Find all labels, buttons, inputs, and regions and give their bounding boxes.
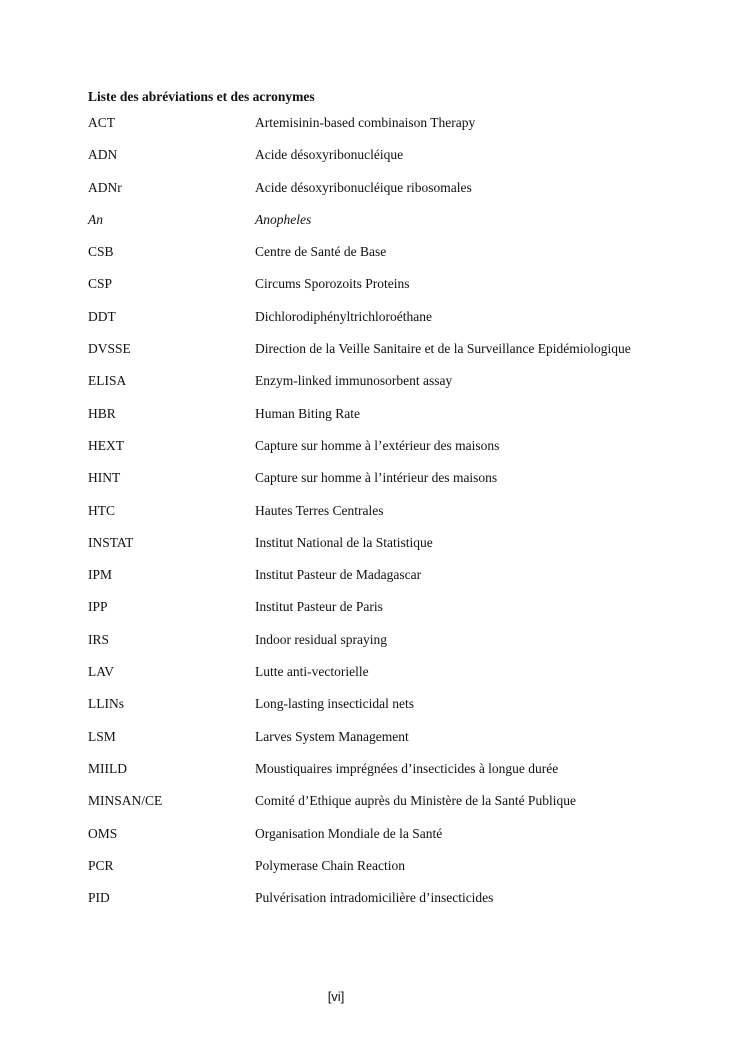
abbreviation-term: CSP: [88, 276, 113, 292]
abbreviation-term: IPP: [88, 599, 108, 615]
abbreviation-definition: Acide désoxyribonucléique: [255, 147, 404, 163]
abbreviation-term: DVSSE: [88, 341, 131, 357]
abbreviation-definition: Institut Pasteur de Madagascar: [255, 567, 422, 583]
abbreviation-definition: Anopheles: [255, 211, 312, 227]
abbreviation-term: IRS: [88, 631, 110, 647]
list-item: [88, 791, 648, 823]
abbreviation-definition: Acide désoxyribonucléique ribosomales: [255, 179, 472, 195]
abbreviation-term: INSTAT: [88, 534, 134, 550]
list-item: [88, 371, 648, 403]
abbreviation-definition: Larves System Management: [255, 728, 409, 744]
list-item: [88, 694, 648, 726]
abbreviation-list: [88, 113, 648, 920]
abbreviation-definition: Institut National de la Statistique: [255, 534, 433, 550]
page-title: Liste des abréviations et des acronymes: [88, 89, 315, 104]
list-item: [88, 274, 648, 306]
abbreviation-definition: Pulvérisation intradomicilière d’insecticides: [255, 890, 494, 906]
list-item: [88, 630, 648, 662]
list-item: [88, 888, 648, 920]
abbreviation-definition: Circums Sporozoits Proteins: [255, 276, 410, 292]
abbreviation-term: HINT: [88, 470, 121, 486]
list-item: [88, 339, 648, 371]
abbreviation-definition: Artemisinin-based combinaison Therapy: [255, 115, 476, 130]
abbreviation-term: ADNr: [88, 179, 122, 195]
abbreviation-term: HTC: [88, 502, 115, 518]
list-item: [88, 178, 648, 210]
abbreviation-definition: Human Biting Rate: [255, 405, 360, 421]
abbreviation-term: ELISA: [88, 373, 127, 389]
abbreviation-definition: Centre de Santé de Base: [255, 244, 387, 260]
abbreviation-term: LAV: [88, 664, 115, 680]
abbreviation-definition: Enzym-linked immunosorbent assay: [255, 373, 453, 389]
list-item: [88, 113, 648, 145]
abbreviation-term: IPM: [88, 567, 113, 583]
abbreviation-term: LSM: [88, 728, 116, 744]
page-number: [vi]: [327, 989, 345, 1004]
abbreviation-term: ADN: [88, 147, 118, 163]
list-item: [88, 404, 648, 436]
abbreviation-definition: Institut Pasteur de Paris: [255, 599, 383, 615]
abbreviation-term: CSB: [88, 244, 114, 260]
list-item: [88, 824, 648, 856]
abbreviation-definition: Organisation Mondiale de la Santé: [255, 825, 443, 841]
abbreviation-definition: Polymerase Chain Reaction: [255, 857, 405, 873]
abbreviation-term: PID: [88, 890, 110, 906]
abbreviation-term: DDT: [88, 308, 116, 324]
list-item: [88, 242, 648, 274]
list-item: [88, 501, 648, 533]
abbreviation-definition: Indoor residual spraying: [255, 631, 387, 647]
abbreviation-definition: Hautes Terres Centrales: [255, 502, 384, 518]
abbreviation-term: HEXT: [88, 437, 124, 453]
abbreviation-definition: Dichlorodiphényltrichloroéthane: [255, 308, 432, 324]
list-item: [88, 597, 648, 629]
abbreviation-term: An: [88, 211, 103, 227]
abbreviation-definition: Capture sur homme à l’extérieur des maisons: [255, 437, 500, 453]
list-item: [88, 210, 648, 242]
abbreviation-definition: Moustiquaires imprégnées d’insecticides à longue durée: [255, 760, 559, 776]
abbreviation-term: ACT: [88, 115, 115, 130]
abbreviation-term: OMS: [88, 825, 118, 841]
abbreviation-term: HBR: [88, 405, 116, 421]
list-item: [88, 662, 648, 694]
abbreviation-definition: Comité d’Ethique auprès du Ministère de la Santé Publique: [255, 793, 576, 809]
list-item: [88, 759, 648, 791]
list-item: [88, 145, 648, 177]
abbreviation-definition: Long-lasting insecticidal nets: [255, 696, 414, 712]
abbreviation-term: MINSAN/CE: [88, 793, 163, 809]
list-item: [88, 307, 648, 339]
abbreviation-term: MIILD: [88, 760, 127, 776]
abbreviation-term: PCR: [88, 857, 114, 873]
abbreviation-definition: Capture sur homme à l’intérieur des maisons: [255, 470, 498, 486]
list-item: [88, 856, 648, 888]
abbreviation-term: LLINs: [88, 696, 124, 712]
list-item: [88, 727, 648, 759]
abbreviation-definition: Lutte anti-vectorielle: [255, 664, 369, 680]
list-item: [88, 436, 648, 468]
list-item: [88, 565, 648, 597]
list-item: [88, 533, 648, 565]
abbreviation-definition: Direction de la Veille Sanitaire et de la Surveillance Epidémiologique: [255, 341, 631, 357]
list-item: [88, 468, 648, 500]
